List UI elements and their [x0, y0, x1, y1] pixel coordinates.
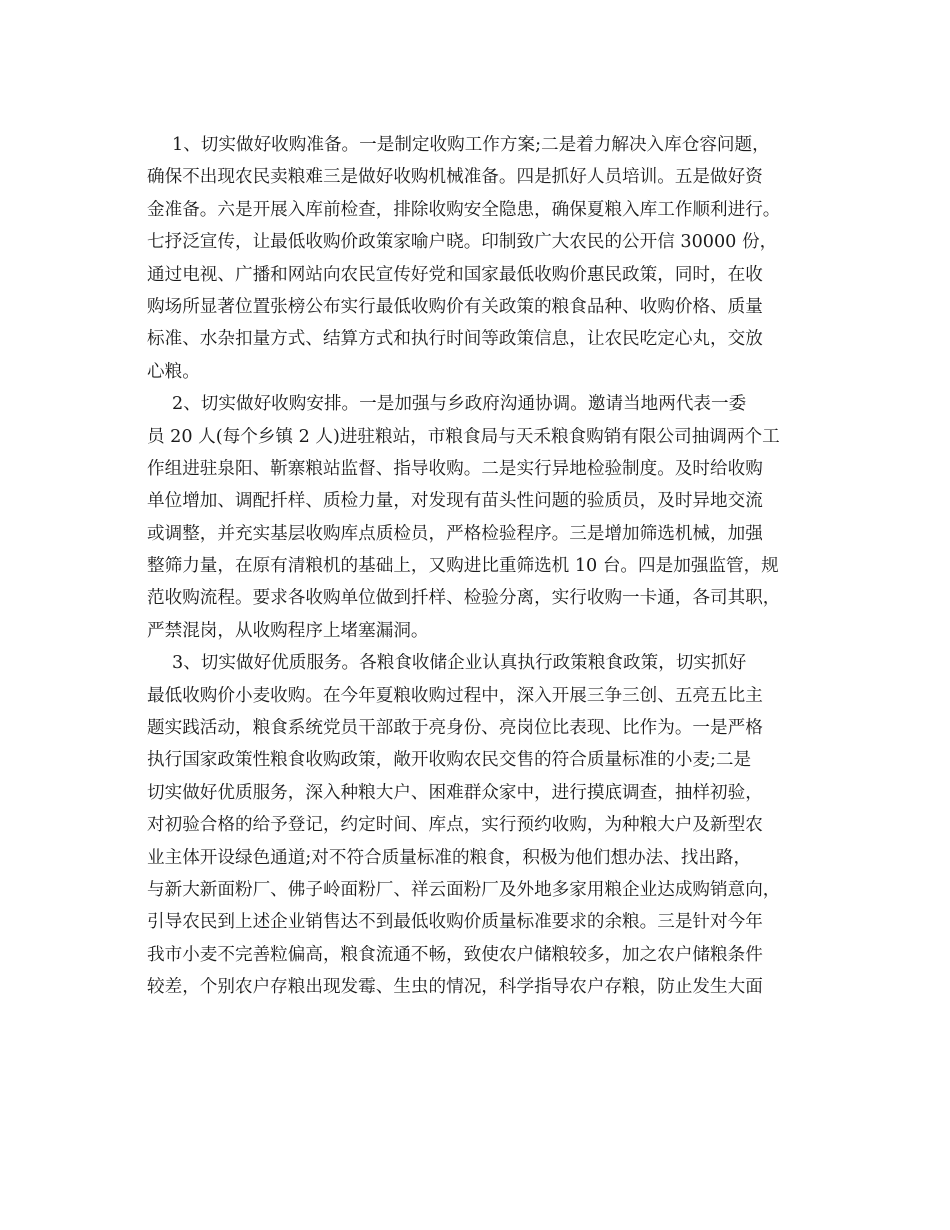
- text-line: 单位增加、调配扦样、质检力量，对发现有苗头性问题的验质员，及时异地交流: [147, 491, 763, 512]
- paragraph-3: [147, 647, 807, 1003]
- text-line: 金准备。六是开展入库前检查，排除收购安全隐患，确保夏粮入库工作顺利进行。: [147, 199, 781, 220]
- text-line: 范收购流程。要求各收购单位做到扦样、检验分离，实行收购一卡通，各司其职，: [147, 588, 781, 609]
- text-line: 我市小麦不完善粒偏高，粮食流通不畅，致使农户储粮较多，加之农户储粮条件: [147, 944, 763, 965]
- text-line: 题实践活动，粮食系统党员干部敢于亮身份、亮岗位比表现、比作为。一是严格: [147, 718, 763, 739]
- text-line: 2、切实做好收购安排。一是加强与乡政府沟通协调。邀请当地两代表一委: [172, 394, 747, 415]
- text-line: 确保不出现农民卖粮难三是做好收购机械准备。四是抓好人员培训。五是做好资: [147, 167, 763, 188]
- text-line: 通过电视、广播和网站向农民宣传好党和国家最低收购价惠民政策，同时，在收: [147, 264, 763, 285]
- text-line: 引导农民到上述企业销售达不到最低收购价质量标准要求的余粮。三是针对今年: [147, 912, 763, 933]
- text-line: 或调整，并充实基层收购库点质检员，严格检验程序。三是增加筛选机械，加强: [147, 523, 763, 544]
- text-line: 3、切实做好优质服务。各粮食收储企业认真执行政策粮食政策，切实抓好: [172, 653, 747, 674]
- text-line: 与新大新面粉厂、佛子岭面粉厂、祥云面粉厂及外地多家用粮企业达成购销意向，: [147, 879, 781, 900]
- text-line: 较差，个别农户存粮出现发霉、生虫的情况，科学指导农户存粮，防止发生大面: [147, 977, 763, 998]
- text-line: 购场所显著位置张榜公布实行最低收购价有关政策的粮食品种、收购价格、质量: [147, 296, 763, 317]
- text-line: 对初验合格的给予登记，约定时间、库点，实行预约收购，为种粮大户及新型农: [147, 815, 763, 836]
- text-line: 切实做好优质服务，深入种粮大户、困难群众家中，进行摸底调查，抽样初验，: [147, 782, 763, 803]
- text-line: 标准、水杂扣量方式、结算方式和执行时间等政策信息，让农民吃定心丸，交放: [147, 329, 763, 350]
- text-line: 严禁混岗，从收购程序上堵塞漏洞。: [147, 620, 429, 641]
- text-line: 员 20 人(每个乡镇 2 人)进驻粮站，市粮食局与天禾粮食购销有限公司抽调两个工: [147, 426, 780, 447]
- document-body: [147, 129, 807, 1004]
- text-line: 心粮。: [147, 361, 200, 382]
- text-line: 1、切实做好收购准备。一是制定收购工作方案;二是着力解决入库仓容问题，: [172, 135, 770, 155]
- text-line: 整筛力量，在原有清粮机的基础上，又购进比重筛选机 10 台。四是加强监管，规: [147, 556, 779, 577]
- text-line: 作组进驻泉阳、靳寨粮站监督、指导收购。二是实行异地检验制度。及时给收购: [147, 458, 763, 479]
- paragraph-2: [147, 388, 807, 647]
- text-line: 执行国家政策性粮食收购政策，敞开收购农民交售的符合质量标准的小麦;二是: [147, 750, 752, 771]
- paragraph-1: [147, 129, 807, 388]
- text-line: 业主体开设绿色通道;对不符合质量标准的粮食，积极为他们想办法、找出路，: [147, 847, 752, 868]
- text-line: 七抒泛宣传，让最低收购价政策家喻户晓。印制致广大农民的公开信 30000 份，: [147, 232, 778, 253]
- text-line: 最低收购价小麦收购。在今年夏粮收购过程中，深入开展三争三创、五亮五比主: [147, 685, 763, 706]
